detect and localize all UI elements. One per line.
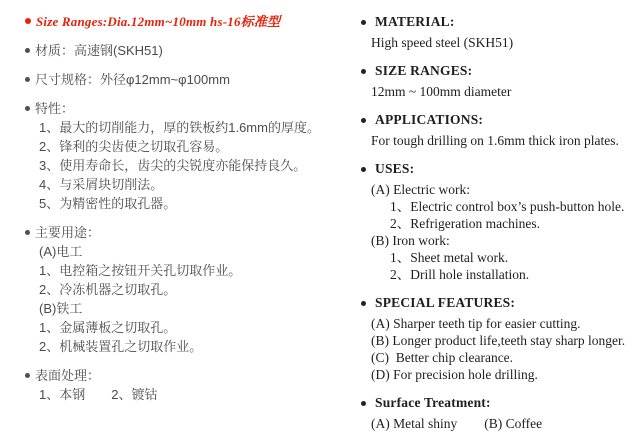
section-heading: [361, 110, 627, 130]
spec-section: [361, 61, 627, 100]
spec-section: [25, 12, 343, 31]
bullet-icon: [361, 69, 366, 74]
spec-line: (A) Metal shiny (B) Coffee: [371, 416, 543, 431]
chinese-spec-column: [25, 0, 343, 414]
section-heading-text: APPLICATIONS:: [375, 112, 484, 127]
spec-section: [361, 393, 627, 432]
bullet-icon: [25, 106, 30, 111]
spec-line: 2、Drill hole installation.: [390, 267, 530, 282]
bullet-icon: [361, 118, 366, 123]
spec-line: High speed steel (SKH51): [371, 35, 514, 50]
section-heading-text: USES:: [375, 161, 415, 176]
spec-line: (A)电工: [39, 244, 83, 259]
spec-section: [25, 99, 343, 213]
section-heading: [361, 293, 627, 313]
spec-line: 2、Refrigeration machines.: [390, 216, 540, 231]
section-heading-text: Surface Treatment:: [375, 395, 491, 410]
section-heading-text: 主要用途：: [35, 225, 101, 240]
spec-line: 1、Electric control box’s push-button hole.: [390, 199, 625, 214]
section-heading: [25, 41, 343, 60]
bullet-icon: [361, 167, 366, 172]
spec-section: [25, 366, 343, 404]
bullet-icon: [361, 301, 366, 306]
spec-line: (D) For precision hole drilling.: [371, 367, 538, 382]
section-heading-text: SIZE RANGES:: [375, 63, 473, 78]
section-heading-text: MATERIAL:: [375, 14, 455, 29]
section-heading-text: Size Ranges:Dia.12mm~10mm hs-16标准型: [36, 14, 281, 29]
spec-line: 1、本钢 2、镀钴: [39, 387, 158, 402]
spec-line: 12mm ~ 100mm diameter: [371, 84, 512, 99]
section-heading: [25, 70, 343, 89]
spec-section: [25, 41, 343, 60]
section-heading: [25, 99, 343, 118]
section-heading: [25, 223, 343, 242]
spec-line: (A) Sharper teeth tip for easier cutting.: [371, 316, 581, 331]
spec-line: 1、电控箱之按钮开关孔切取作业。: [39, 263, 242, 278]
spec-line: (C) Better chip clearance.: [371, 350, 514, 365]
spec-line: For tough drilling on 1.6mm thick iron plates.: [371, 133, 619, 148]
section-heading: [25, 366, 343, 385]
bullet-icon: [25, 48, 30, 53]
section-heading-text: 特性：: [35, 101, 75, 116]
bullet-icon: [25, 230, 30, 235]
spec-section: [361, 110, 627, 149]
spec-line: (B) Iron work:: [371, 233, 450, 248]
spec-line: 1、最大的切削能力，厚的铁板约1.6mm的厚度。: [39, 120, 320, 135]
spec-line: 1、Sheet metal work.: [390, 250, 509, 265]
spec-line: 2、机械装置孔之切取作业。: [39, 339, 203, 354]
bullet-icon: [361, 401, 366, 406]
spec-line: 5、为精密性的取孔器。: [39, 196, 177, 211]
spec-line: 4、与采屑块切削法。: [39, 177, 164, 192]
section-heading: [361, 159, 627, 179]
spec-section: [25, 223, 343, 356]
spec-line: 2、冷冻机器之切取孔。: [39, 282, 177, 297]
spec-line: (A) Electric work:: [371, 182, 470, 197]
spec-line: (B) Longer product life,teeth stay sharp longer.: [371, 333, 626, 348]
section-heading-text: 尺寸规格：外径φ12mm~φ100mm: [35, 72, 230, 87]
spec-section: [361, 159, 627, 283]
section-heading-text: SPECIAL FEATURES:: [375, 295, 516, 310]
spec-section: [361, 12, 627, 51]
bullet-icon: [25, 18, 31, 24]
spec-section: [361, 293, 627, 383]
size-ranges-title: [25, 12, 343, 31]
spec-line: 1、金属薄板之切取孔。: [39, 320, 177, 335]
english-spec-column: [361, 0, 627, 436]
section-heading-text: 材质：高速钢(SKH51): [35, 43, 163, 58]
bullet-icon: [25, 77, 30, 82]
section-heading: [361, 61, 627, 81]
section-heading: [361, 12, 627, 32]
section-heading-text: 表面处理：: [35, 368, 101, 383]
section-heading: [361, 393, 627, 413]
spec-line: 3、使用寿命长，齿尖的尖锐度亦能保持良久。: [39, 158, 307, 173]
bullet-icon: [25, 373, 30, 378]
spec-line: 2、锋利的尖齿使之切取孔容易。: [39, 139, 229, 154]
spec-line: (B)铁工: [39, 301, 83, 316]
spec-section: [25, 70, 343, 89]
bullet-icon: [361, 20, 366, 25]
